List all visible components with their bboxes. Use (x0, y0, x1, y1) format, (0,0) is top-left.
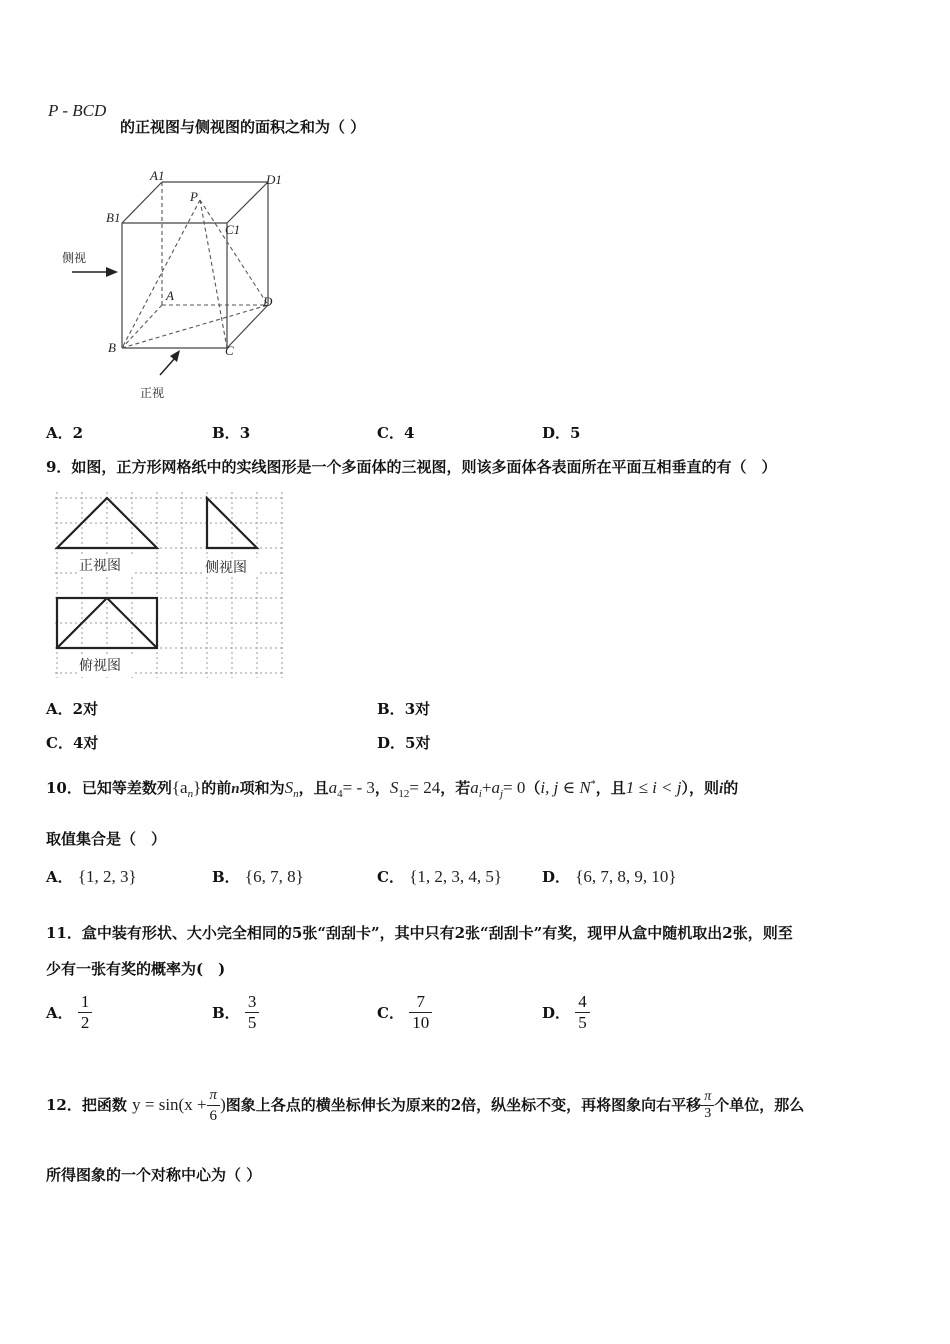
q10-option-a: A． {1, 2, 3} (46, 867, 137, 886)
label-b: B (108, 340, 116, 355)
q8-option-a: A．2 (46, 424, 84, 442)
top-view-caption: 俯视图 (79, 658, 121, 674)
q8-option-d: D．5 (542, 424, 581, 442)
q11-option-d: D． $\frac{4}{5}$ (542, 992, 590, 1033)
q9-stem: 9．如图，正方形网格纸中的实线图形是一个多面体的三视图，则该多面体各表面所在平面互相垂直的有（ ） (46, 458, 777, 476)
q8-option-b: B．3 (212, 424, 251, 442)
label-c1: C1 (225, 222, 241, 237)
label-a1: A1 (150, 168, 165, 183)
q9-option-b: B．3对 (377, 700, 431, 718)
q8-cube-figure (55, 160, 295, 405)
front-view-arrow-icon (170, 350, 180, 362)
side-view-arrow-icon (106, 267, 118, 277)
q9-three-view-figure (46, 490, 291, 680)
q10-option-c: C． {1, 2, 3, 4, 5} (377, 867, 503, 886)
q10-stem-line2: 取值集合是（ ） (46, 830, 167, 848)
label-d1: D1 (266, 172, 282, 187)
q10-option-b: B． {6, 7, 8} (212, 867, 304, 886)
side-view-caption: 侧视图 (205, 560, 247, 576)
label-a: A (166, 288, 174, 303)
q9-option-c: C．4对 (46, 734, 99, 752)
front-view-arrow-shaft (160, 358, 175, 375)
q10-stem-line1: 10．已知等差数列$\{a_n\}$的前n项和为$S_n$，且$a_4= - 3$，$S_{12}= 24$，若$a_i+a_j= 0(i$, j ∈ N*，且1 ≤ i < j），则i的 (46, 778, 739, 800)
q11-option-b: B． $\frac{3}{5}$ (212, 992, 259, 1033)
q10-option-d: D． {6, 7, 8, 9, 10} (542, 867, 677, 886)
q8-option-c: C．4 (377, 424, 415, 442)
q12-stem-line1: 12．把函数 y = sin(x + $\frac{\pi}{6}$ )图象上各点的横坐标伸长为原来的2倍，纵坐标不变，再将图象向右平移 $\frac{\pi}{3}$ 个单位，那么 (46, 1086, 805, 1124)
side-view-label: 侧视 (62, 251, 87, 265)
q8-stem: 的正视图与侧视图的面积之和为（ ） (120, 118, 366, 136)
q11-stem-line1: 11．盒中装有形状、大小完全相同的5张“刮刮卡”，其中只有2张“刮刮卡”有奖，现甲从盒中随机取出2张，则至 (46, 924, 793, 942)
label-p: P (190, 189, 198, 204)
q9-option-a: A．2对 (46, 700, 99, 718)
front-view-label: 正视 (140, 386, 165, 400)
q11-option-a: A． $\frac{1}{2}$ (46, 992, 92, 1033)
q11-option-c: C． $\frac{7}{10}$ (377, 992, 432, 1033)
front-view-caption: 正视图 (79, 558, 121, 574)
q9-option-d: D．5对 (377, 734, 431, 752)
label-c: C (225, 343, 234, 358)
q12-stem-line2: 所得图象的一个对称中心为（ ） (46, 1166, 262, 1184)
q8-prefix-math: P - BCD (48, 101, 107, 120)
label-b1: B1 (106, 210, 121, 225)
q11-stem-line2: 少有一张有奖的概率为( ) (46, 960, 226, 978)
label-d: D (263, 294, 273, 309)
